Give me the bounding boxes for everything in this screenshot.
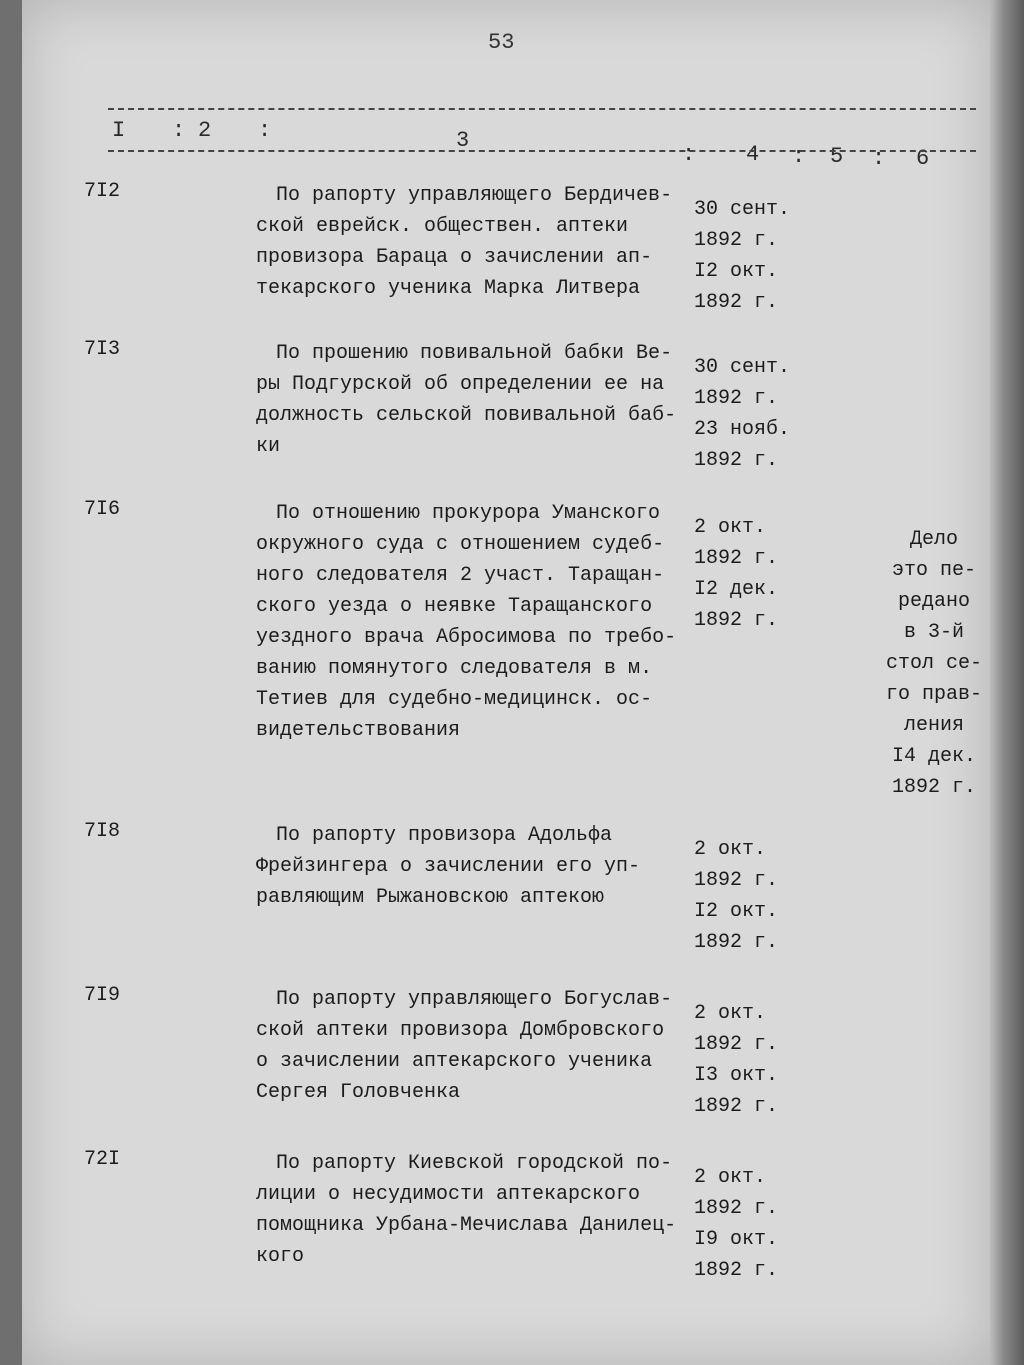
text-line: По рапорту управляющего Богуслав- [276, 988, 673, 1011]
text-line: кого [256, 1245, 305, 1268]
entry-number: 7I2 [84, 180, 121, 203]
text-line: окружного суда с отношением судеб- [256, 533, 665, 556]
entry-dates [694, 1162, 778, 1286]
remark-line: I4 дек. [891, 745, 976, 768]
text-line: ской аптеки провизора Домбровского [256, 1019, 665, 1042]
entry-text [256, 1148, 716, 1272]
date-line: 1892 г. [694, 387, 779, 410]
date-line: 1892 г. [694, 869, 779, 892]
remark-line: 1892 г. [891, 776, 976, 799]
text-line: лиции о несудимости аптекарского [256, 1183, 641, 1206]
page-edge [990, 0, 1024, 1365]
text-line: о зачислении аптекарского ученика [256, 1050, 653, 1073]
date-line: 23 нояб. [694, 418, 791, 441]
date-line: 1892 г. [694, 1095, 779, 1118]
text-line: текарского ученика Марка Литвера [256, 277, 641, 300]
entry-number: 7I6 [84, 498, 121, 521]
text-line: Тетиев для судебно-медицинск. ос- [256, 688, 653, 711]
date-line: 1892 г. [694, 229, 779, 252]
entry-text [256, 180, 716, 304]
text-line: ского уезда о неявке Таращанского [256, 595, 653, 618]
entry-dates [694, 834, 778, 958]
date-line: I3 окт. [694, 1064, 779, 1087]
header-sep: : [792, 144, 806, 169]
remark-line: Дело [909, 528, 958, 551]
entry-dates [694, 512, 778, 636]
remark-line: это пе- [891, 559, 976, 582]
entry-dates [694, 998, 778, 1122]
remark-line: го прав- [885, 683, 982, 706]
header-col-2: 2 [198, 118, 212, 143]
remark-line: редано [897, 590, 970, 613]
text-line: уездного врача Абросимова по требо- [256, 626, 677, 649]
header-col-1: I [112, 118, 126, 143]
entry-716-remark [884, 524, 984, 803]
text-line: Сергея Головченка [256, 1081, 461, 1104]
date-line: 1892 г. [694, 931, 779, 954]
remark-line: стол се- [885, 652, 982, 675]
date-line: 1892 г. [694, 1259, 779, 1282]
header-sep: : [872, 146, 886, 171]
date-line: I2 дек. [694, 578, 779, 601]
text-line: ванию помянутого следователя в м. [256, 657, 653, 680]
entry-number: 7I9 [84, 984, 121, 1007]
text-line: По прошению повивальной бабки Ве- [276, 342, 673, 365]
entry-dates [694, 194, 790, 318]
date-line: 2 окт. [694, 516, 767, 539]
entry-text [256, 984, 716, 1108]
date-line: 30 сент. [694, 356, 791, 379]
header-col-4: 4 [746, 142, 760, 167]
remark-line: в 3-й [903, 621, 964, 644]
document-page [22, 0, 990, 1365]
date-line: 2 окт. [694, 838, 767, 861]
date-line: I2 окт. [694, 900, 779, 923]
date-line: 1892 г. [694, 609, 779, 632]
date-line: I2 окт. [694, 260, 779, 283]
entry-number: 7I8 [84, 820, 121, 843]
header-col-3: 3 [456, 128, 470, 153]
header-rule-top [108, 108, 976, 110]
header-col-5: 5 [830, 144, 844, 169]
remark-line: ления [903, 714, 964, 737]
header-rule-bottom [108, 150, 976, 152]
page-number: 53 [488, 30, 515, 55]
date-line: 30 сент. [694, 198, 791, 221]
text-line: По рапорту Киевской городской по- [276, 1152, 673, 1175]
text-line: ры Подгурской об определении ее на [256, 373, 665, 396]
date-line: I9 окт. [694, 1228, 779, 1251]
date-line: 1892 г. [694, 291, 779, 314]
entry-number: 72I [84, 1148, 121, 1171]
date-line: 1892 г. [694, 547, 779, 570]
date-line: 2 окт. [694, 1002, 767, 1025]
text-line: провизора Бараца о зачислении ап- [256, 246, 653, 269]
date-line: 1892 г. [694, 1197, 779, 1220]
text-line: видетельствования [256, 719, 461, 742]
entry-number: 7I3 [84, 338, 121, 361]
text-line: ки [256, 435, 281, 458]
text-line: должность сельской повивальной баб- [256, 404, 677, 427]
text-line: ного следователя 2 участ. Таращан- [256, 564, 665, 587]
entry-text [256, 498, 716, 746]
entry-text [256, 820, 716, 913]
header-sep: : [258, 118, 272, 143]
text-line: По рапорту провизора Адольфа [276, 824, 613, 847]
text-line: ской еврейск. обществен. аптеки [256, 215, 629, 238]
date-line: 2 окт. [694, 1166, 767, 1189]
text-line: По рапорту управляющего Бердичев- [276, 184, 673, 207]
entry-dates [694, 352, 790, 476]
text-line: равляющим Рыжановскою аптекою [256, 886, 605, 909]
header-sep: : [682, 142, 696, 167]
date-line: 1892 г. [694, 449, 779, 472]
text-line: помощника Урбана-Мечислава Данилец- [256, 1214, 677, 1237]
entry-text [256, 338, 716, 462]
header-col-6: 6 [916, 146, 930, 171]
text-line: По отношению прокурора Уманского [276, 502, 661, 525]
header-sep: : [172, 118, 186, 143]
date-line: 1892 г. [694, 1033, 779, 1056]
text-line: Фрейзингера о зачислении его уп- [256, 855, 641, 878]
